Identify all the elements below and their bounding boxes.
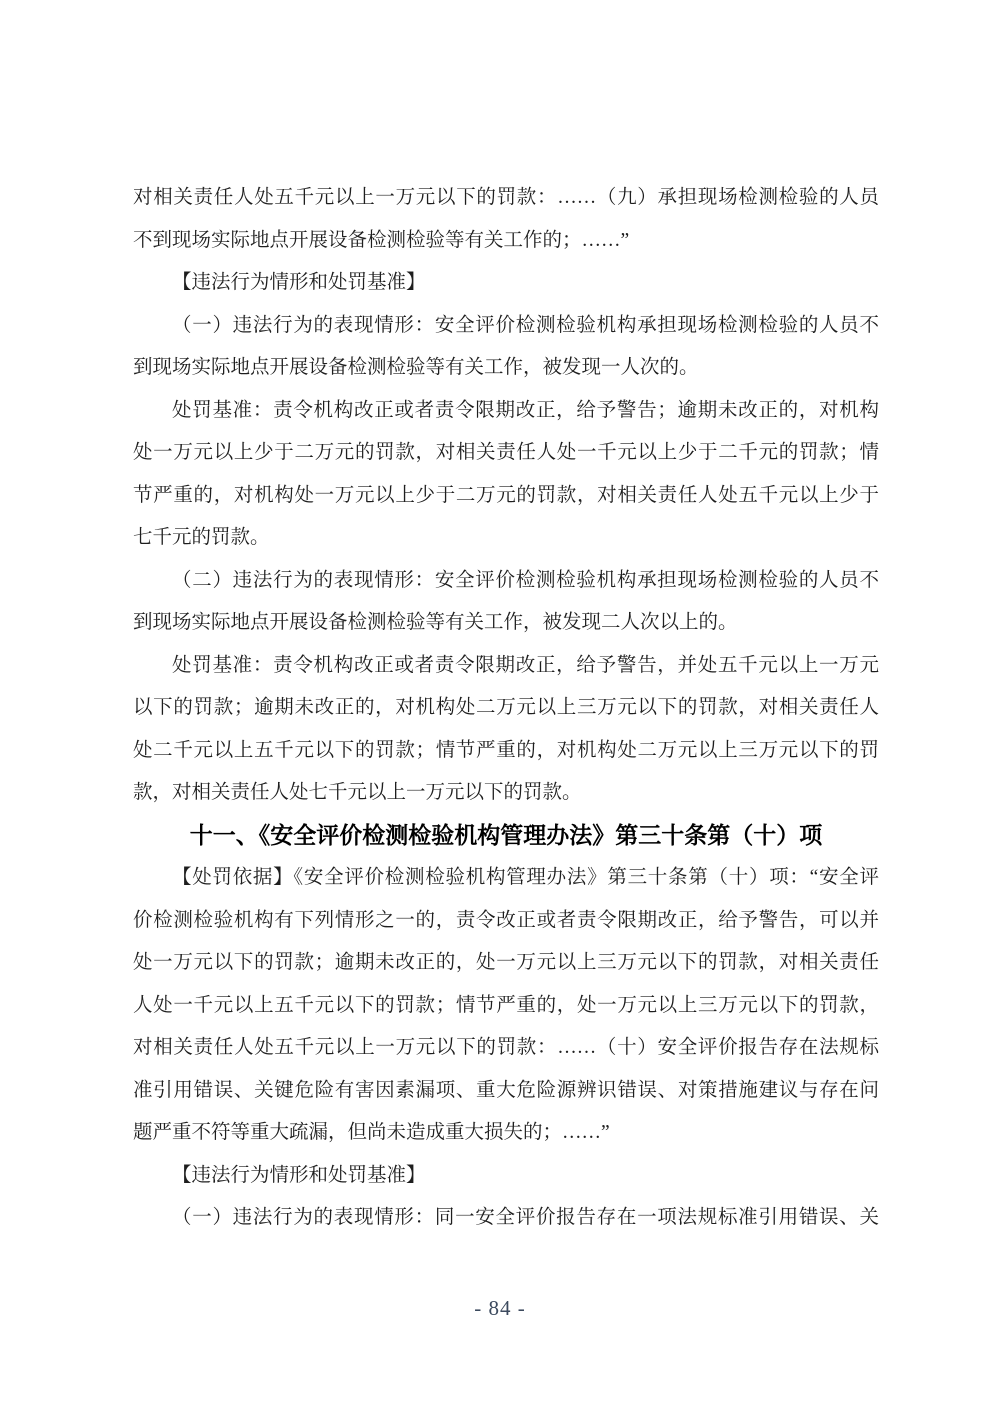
- text-line: 到现场实际地点开展设备检测检验等有关工作，被发现二人次以上的。: [133, 612, 738, 633]
- text-line: 准引用错误、关键危险有害因素漏项、重大危险源辨识错误、对策措施建议与存在问: [133, 1079, 879, 1101]
- text-line: 款，对相关责任人处七千元以上一万元以下的罚款。: [133, 782, 582, 803]
- text-line: 处一万元以上少于二万元的罚款，对相关责任人处一千元以上少于二千元的罚款；情: [133, 442, 879, 463]
- text-line: 到现场实际地点开展设备检测检验等有关工作，被发现一人次的。: [133, 357, 699, 378]
- document-body: [133, 177, 879, 1240]
- text-line: 对相关责任人处五千元以上一万元以下的罚款：……（九）承担现场检测检验的人员: [133, 187, 879, 208]
- section-heading: 十一、《安全评价检测检验机构管理办法》第三十条第（十）项: [189, 822, 823, 848]
- text-line: （二）违法行为的表现情形：安全评价检测检验机构承担现场检测检验的人员不: [172, 569, 879, 591]
- text-line: 七千元的罚款。: [133, 527, 270, 548]
- text-line: 【处罚依据】《安全评价检测检验机构管理办法》第三十条第（十）项：“安全评: [172, 867, 879, 888]
- text-line: 处一万元以下的罚款；逾期未改正的，处一万元以上三万元以下的罚款，对相关责任: [133, 952, 879, 973]
- text-line: 人处一千元以上五千元以下的罚款；情节严重的，处一万元以上三万元以下的罚款，: [133, 994, 879, 1016]
- page-number: - 84 -: [474, 1296, 526, 1320]
- text-line: （一）违法行为的表现情形：安全评价检测检验机构承担现场检测检验的人员不: [172, 314, 879, 336]
- text-line: 对相关责任人处五千元以上一万元以下的罚款：……（十）安全评价报告存在法规标: [133, 1037, 879, 1058]
- text-line: 节严重的，对机构处一万元以上少于二万元的罚款，对相关责任人处五千元以上少于: [133, 484, 879, 506]
- section-label: 【违法行为情形和处罚基准】: [172, 1164, 426, 1186]
- text-line: 处罚基准：责令机构改正或者责令限期改正，给予警告，并处五千元以上一万元: [172, 654, 879, 676]
- text-line: 题严重不符等重大疏漏，但尚未造成重大损失的；……”: [133, 1122, 610, 1143]
- text-line: 处罚基准：责令机构改正或者责令限期改正，给予警告；逾期未改正的，对机构: [172, 399, 879, 421]
- text-line: 以下的罚款；逾期未改正的，对机构处二万元以上三万元以下的罚款，对相关责任人: [133, 697, 879, 718]
- text-line: 处二千元以上五千元以下的罚款；情节严重的，对机构处二万元以上三万元以下的罚: [133, 739, 879, 761]
- text-line: （一）违法行为的表现情形：同一安全评价报告存在一项法规标准引用错误、关: [172, 1207, 879, 1228]
- text-line: 价检测检验机构有下列情形之一的，责令改正或者责令限期改正，给予警告，可以并: [133, 909, 879, 931]
- text-line: 不到现场实际地点开展设备检测检验等有关工作的；……”: [133, 229, 630, 251]
- section-label: 【违法行为情形和处罚基准】: [172, 272, 426, 293]
